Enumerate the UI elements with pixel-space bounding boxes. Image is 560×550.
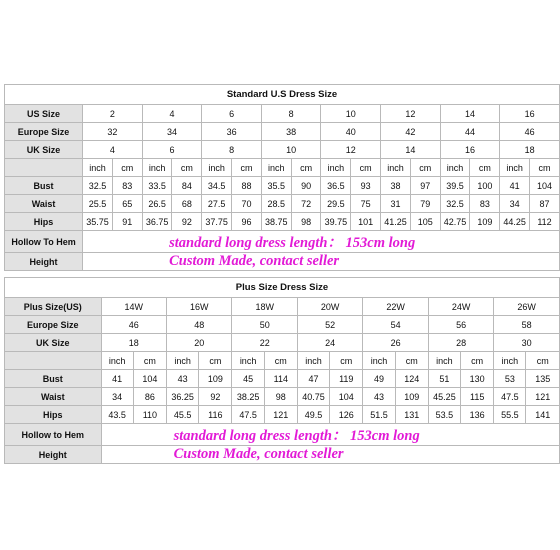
measure-cell: 121 <box>264 406 297 424</box>
measure-cell: 41 <box>101 370 133 388</box>
measure-cell: 25.5 <box>83 195 113 213</box>
measure-cell: 86 <box>133 388 166 406</box>
unit-cell: inch <box>428 352 460 370</box>
size-cell: 16 <box>440 141 500 159</box>
size-cell: 6 <box>202 105 262 123</box>
unit-cell: inch <box>202 159 232 177</box>
size-cell: 6 <box>142 141 202 159</box>
measure-cell: 35.5 <box>261 177 291 195</box>
size-cell: 20W <box>297 298 362 316</box>
size-cell: 30 <box>494 334 560 352</box>
measure-cell: 39.5 <box>440 177 470 195</box>
measure-cell: 35.75 <box>83 213 113 231</box>
size-cell: 20 <box>167 334 232 352</box>
measure-cell: 114 <box>264 370 297 388</box>
size-cell: 56 <box>428 316 493 334</box>
measure-cell: 116 <box>199 406 232 424</box>
measure-cell: 109 <box>470 213 500 231</box>
measure-cell: 37.75 <box>202 213 232 231</box>
measure-cell: 51 <box>428 370 460 388</box>
measure-cell: 104 <box>530 177 560 195</box>
size-cell: 24 <box>297 334 362 352</box>
measure-cell: 96 <box>232 213 262 231</box>
measure-cell: 109 <box>395 388 428 406</box>
unit-cell: inch <box>232 352 264 370</box>
measure-cell: 45.5 <box>167 406 199 424</box>
measure-cell: 41.25 <box>381 213 411 231</box>
measure-cell: 38.75 <box>261 213 291 231</box>
size-cell: 34 <box>142 123 202 141</box>
size-cell: 50 <box>232 316 297 334</box>
measure-cell: 34 <box>500 195 530 213</box>
size-cell: 2 <box>83 105 143 123</box>
unit-cell: inch <box>297 352 329 370</box>
size-cell: 44 <box>440 123 500 141</box>
size-cell: 8 <box>202 141 262 159</box>
measure-cell: 68 <box>172 195 202 213</box>
measure-cell: 70 <box>232 195 262 213</box>
row-label: Waist <box>5 195 83 213</box>
row-label: Europe Size <box>5 123 83 141</box>
size-cell: 24W <box>428 298 493 316</box>
measure-cell: 110 <box>133 406 166 424</box>
unit-cell: inch <box>381 159 411 177</box>
unit-cell: inch <box>440 159 470 177</box>
measure-cell: 115 <box>461 388 494 406</box>
measure-cell: 105 <box>410 213 440 231</box>
measure-cell: 31 <box>381 195 411 213</box>
measure-cell: 47.5 <box>232 406 264 424</box>
unit-cell: cm <box>461 352 494 370</box>
measure-cell: 49 <box>363 370 395 388</box>
size-cell: 14W <box>101 298 166 316</box>
size-cell: 58 <box>494 316 560 334</box>
measure-cell: 51.5 <box>363 406 395 424</box>
height-note: Custom Made, contact seller <box>83 253 560 271</box>
measure-cell: 130 <box>461 370 494 388</box>
measure-cell: 97 <box>410 177 440 195</box>
measure-cell: 93 <box>351 177 381 195</box>
size-cell: 52 <box>297 316 362 334</box>
unit-cell: cm <box>264 352 297 370</box>
measure-cell: 44.25 <box>500 213 530 231</box>
row-label: Bust <box>5 370 102 388</box>
size-cell: 42 <box>381 123 441 141</box>
row-label: UK Size <box>5 141 83 159</box>
measure-cell: 34 <box>101 388 133 406</box>
measure-cell: 43 <box>167 370 199 388</box>
row-label: Hollow To Hem <box>5 231 83 253</box>
measure-cell: 119 <box>330 370 363 388</box>
measure-cell: 43.5 <box>101 406 133 424</box>
unit-cell: cm <box>470 159 500 177</box>
unit-cell: cm <box>232 159 262 177</box>
measure-cell: 131 <box>395 406 428 424</box>
measure-cell: 45.25 <box>428 388 460 406</box>
size-cell: 36 <box>202 123 262 141</box>
measure-cell: 55.5 <box>494 406 526 424</box>
measure-cell: 39.75 <box>321 213 351 231</box>
measure-cell: 27.5 <box>202 195 232 213</box>
measure-cell: 91 <box>112 213 142 231</box>
measure-cell: 53 <box>494 370 526 388</box>
unit-cell: inch <box>500 159 530 177</box>
unit-cell: cm <box>330 352 363 370</box>
size-cell: 18 <box>101 334 166 352</box>
size-cell: 46 <box>101 316 166 334</box>
unit-cell: inch <box>101 352 133 370</box>
measure-cell: 79 <box>410 195 440 213</box>
row-label: Bust <box>5 177 83 195</box>
measure-cell: 36.25 <box>167 388 199 406</box>
row-label: US Size <box>5 105 83 123</box>
unit-cell: inch <box>321 159 351 177</box>
measure-cell: 75 <box>351 195 381 213</box>
size-cell: 32 <box>83 123 143 141</box>
measure-cell: 83 <box>112 177 142 195</box>
measure-cell: 109 <box>199 370 232 388</box>
row-label: Height <box>5 253 83 271</box>
measure-cell: 29.5 <box>321 195 351 213</box>
size-cell: 40 <box>321 123 381 141</box>
measure-cell: 32.5 <box>440 195 470 213</box>
row-label: Plus Size(US) <box>5 298 102 316</box>
measure-cell: 26.5 <box>142 195 172 213</box>
unit-cell: inch <box>494 352 526 370</box>
measure-cell: 124 <box>395 370 428 388</box>
measure-cell: 36.75 <box>142 213 172 231</box>
size-cell: 14 <box>440 105 500 123</box>
measure-cell: 126 <box>330 406 363 424</box>
hollow-to-hem-note: standard long dress length： 153cm long <box>83 231 560 253</box>
unit-cell: cm <box>291 159 321 177</box>
hollow-to-hem-note: standard long dress length： 153cm long <box>101 424 559 446</box>
measure-cell: 83 <box>470 195 500 213</box>
measure-cell: 42.75 <box>440 213 470 231</box>
measure-cell: 47.5 <box>494 388 526 406</box>
measure-cell: 40.75 <box>297 388 329 406</box>
measure-cell: 141 <box>526 406 560 424</box>
unit-cell: inch <box>83 159 113 177</box>
row-label: Hips <box>5 213 83 231</box>
row-label: Europe Size <box>5 316 102 334</box>
plus-size-table <box>4 277 560 464</box>
measure-cell: 45 <box>232 370 264 388</box>
size-cell: 16W <box>167 298 232 316</box>
measure-cell: 104 <box>330 388 363 406</box>
unit-cell: inch <box>167 352 199 370</box>
size-cell: 22 <box>232 334 297 352</box>
size-cell: 46 <box>500 123 560 141</box>
measure-cell: 135 <box>526 370 560 388</box>
measure-cell: 49.5 <box>297 406 329 424</box>
unit-cell: cm <box>112 159 142 177</box>
height-note: Custom Made, contact seller <box>101 446 559 464</box>
measure-cell: 88 <box>232 177 262 195</box>
measure-cell: 104 <box>133 370 166 388</box>
measure-cell: 43 <box>363 388 395 406</box>
unit-cell: inch <box>142 159 172 177</box>
standard-size-chart <box>4 84 553 271</box>
measure-cell: 121 <box>526 388 560 406</box>
measure-cell: 28.5 <box>261 195 291 213</box>
size-cell: 26 <box>363 334 428 352</box>
row-label: Height <box>5 446 102 464</box>
measure-cell: 98 <box>264 388 297 406</box>
size-cell: 38 <box>261 123 321 141</box>
blank-label-cell <box>5 352 102 370</box>
measure-cell: 41 <box>500 177 530 195</box>
size-cell: 28 <box>428 334 493 352</box>
size-cell: 10 <box>321 105 381 123</box>
unit-cell: cm <box>133 352 166 370</box>
measure-cell: 90 <box>291 177 321 195</box>
measure-cell: 34.5 <box>202 177 232 195</box>
unit-cell: inch <box>261 159 291 177</box>
row-label: UK Size <box>5 334 102 352</box>
unit-cell: cm <box>172 159 202 177</box>
size-cell: 48 <box>167 316 232 334</box>
row-label: Waist <box>5 388 102 406</box>
unit-cell: cm <box>199 352 232 370</box>
size-cell: 26W <box>494 298 560 316</box>
measure-cell: 98 <box>291 213 321 231</box>
size-cell: 4 <box>83 141 143 159</box>
unit-cell: cm <box>530 159 560 177</box>
measure-cell: 101 <box>351 213 381 231</box>
measure-cell: 38.25 <box>232 388 264 406</box>
size-cell: 18W <box>232 298 297 316</box>
measure-cell: 87 <box>530 195 560 213</box>
plus-size-chart <box>4 277 551 464</box>
measure-cell: 65 <box>112 195 142 213</box>
size-cell: 8 <box>261 105 321 123</box>
measure-cell: 38 <box>381 177 411 195</box>
measure-cell: 92 <box>199 388 232 406</box>
measure-cell: 47 <box>297 370 329 388</box>
size-cell: 54 <box>363 316 428 334</box>
measure-cell: 92 <box>172 213 202 231</box>
size-cell: 10 <box>261 141 321 159</box>
unit-cell: cm <box>395 352 428 370</box>
row-label: Hollow to Hem <box>5 424 102 446</box>
plus-title: Plus Size Dress Size <box>5 278 560 298</box>
blank-label-cell <box>5 159 83 177</box>
size-cell: 22W <box>363 298 428 316</box>
unit-cell: cm <box>410 159 440 177</box>
measure-cell: 33.5 <box>142 177 172 195</box>
measure-cell: 36.5 <box>321 177 351 195</box>
size-cell: 4 <box>142 105 202 123</box>
measure-cell: 136 <box>461 406 494 424</box>
measure-cell: 112 <box>530 213 560 231</box>
size-cell: 18 <box>500 141 560 159</box>
measure-cell: 72 <box>291 195 321 213</box>
measure-cell: 84 <box>172 177 202 195</box>
measure-cell: 53.5 <box>428 406 460 424</box>
size-cell: 12 <box>321 141 381 159</box>
unit-cell: cm <box>351 159 381 177</box>
size-cell: 14 <box>381 141 441 159</box>
measure-cell: 100 <box>470 177 500 195</box>
size-cell: 12 <box>381 105 441 123</box>
measure-cell: 32.5 <box>83 177 113 195</box>
size-cell: 16 <box>500 105 560 123</box>
standard-title: Standard U.S Dress Size <box>5 85 560 105</box>
unit-cell: cm <box>526 352 560 370</box>
unit-cell: inch <box>363 352 395 370</box>
standard-size-table <box>4 84 560 271</box>
row-label: Hips <box>5 406 102 424</box>
